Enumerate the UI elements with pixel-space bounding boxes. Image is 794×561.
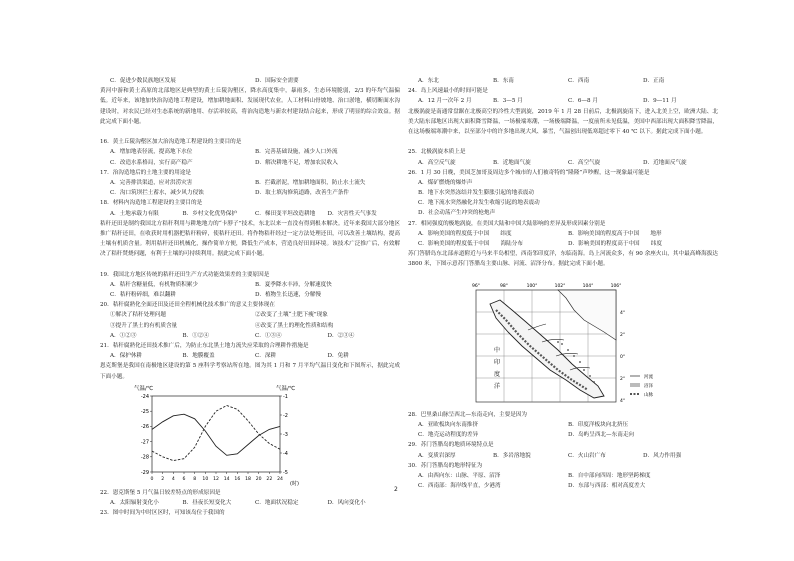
q20-option-d[interactable]: D．②③④ (327, 332, 355, 339)
question-21: 21．秸秆腐熟化还田技术推广后，为防止东北黑土地力流失应采取的合理耕作措施是 (100, 343, 309, 349)
q19-option-c[interactable]: C．秸秆粉碎细，难以翻耕 (110, 292, 176, 299)
region-label: 洋 (494, 382, 501, 390)
x-tick-label: 14 (223, 476, 230, 482)
x-tick-label: 12 (213, 476, 219, 482)
option-d[interactable]: D．国际安全需要 (255, 78, 299, 84)
q22-option-a[interactable]: A．太阳辐射变化小 (110, 499, 159, 506)
map-legend (630, 373, 653, 398)
q24-option-c[interactable]: C．6—8 月 (568, 98, 598, 105)
question-23: 23．图中时间为中时区区时，可知该岛位于我国的 (100, 510, 225, 517)
x-tick-label: 0 (150, 476, 154, 482)
lat-label: 4° (620, 310, 626, 316)
q22-option-b[interactable]: B．昼夜长短变化大 (182, 499, 232, 506)
q18-option-b[interactable]: B．乡村文化优势保护 (182, 210, 237, 217)
q23-option-d[interactable]: D．正南 (643, 78, 665, 84)
malay-peninsula (558, 290, 616, 340)
question-16: 16．黄土丘陵沟壑区加大治沟造地工程建设的主要目的是 (100, 139, 242, 146)
passage-gully-land: 黄河中游和黄土高原的北部地区是典型的黄土丘陵沟壑区，降水高度集中，暴雨多，生态环境脆弱，2/3 的年均气温偏低。近年来，该地加快治沟造地工程建设，增加耕地面积、发展现代农业。人工材料山骨坡地、治口淤地，横切断面水沟建设时，对农民已经对生态系统的新地用、存活率较高，将治沟造地与新农村建设结合起来，形成了明显的综合效益。据此完成下面小题。 (100, 88, 400, 125)
q26-option-b[interactable]: B．地下水突然冻结并发生膨胀引起的地表震动 (418, 190, 534, 197)
q30-option-a[interactable]: A．由西向东：山脉、平原、沼泽 (418, 472, 501, 479)
lon-label: 102° (554, 283, 566, 289)
temperature-chart-svg (100, 382, 400, 488)
q23-option-a[interactable]: A．东北 (418, 78, 439, 84)
q20-option-b[interactable]: B．①②④ (182, 332, 209, 339)
lon-label: 106° (610, 283, 622, 289)
q20-statement-2: ②改变了土壤“土肥下瘦”现象 (255, 312, 328, 319)
legend-swamp: 沼泽 (644, 383, 653, 389)
q27-option-c[interactable]: C．影响美国的程度低于中国 海陆分布 (418, 241, 523, 248)
passage-straw: 秸秆还田是制约我国北方秸秆利用与耕地地力的“卡脖子”技术，东北以来一直没有得到根本解决。近年来我国大部分地区推广秸秆还田，在收获时用机器把秸秆粉碎，使秸秆还田。将作物秸秆经过一定方法处理还田，可以改善土壤结构，提高土壤有机质含量。利用秸秆还田机械化，操作简单方便，降低生产成本，营造良好田间环境。该技术广泛推广后，有效解决了秸秆焚烧问题，有利于土壤的可持续利用。据此完成下面小题。 (100, 220, 400, 258)
x-tick-label: 4 (171, 476, 175, 482)
right-column (408, 76, 718, 491)
question-18: 18．材料内沟造地工程建设的主要目的是 (100, 200, 203, 207)
q21-option-b[interactable]: B．地膜覆盖 (182, 353, 215, 360)
q17-option-d[interactable]: D．取土填沟修筑道路，改善生产条件 (255, 190, 349, 197)
q17-option-c[interactable]: C．沟口筑坝拦土蓄水，减少风力侵蚀 (110, 190, 204, 197)
x-tick-label: 24 (277, 476, 283, 482)
series-july-line (152, 414, 280, 455)
passage-polar-vortex: 北极涡旋是南通常盘踞在北极高空的冷性大型涡旋，2019 年 1 月 28 日前后，北极涡旋南下，进入北美上空，欧洲大陆、北美大陆东部地区出现大面积降雪降温，一场极端寒潮，一场极端降温，一度前所未见低温，美国中西部出现大面积降雪降温，在这场极端寒潮中来，以至部分中的许多地出现大风、暴雪，气温创出现低寒超过零下 40 ℃ 以下。据此完成下面小题。 (408, 108, 718, 135)
question-24: 24．岛上风速最小的时间可能是 (408, 88, 488, 95)
left-tick-label: -24 (140, 393, 149, 400)
lon-label: 104° (582, 283, 594, 289)
question-22: 22．恩克斯堡 5 月气温日较差特点的形成原因是 (100, 489, 221, 496)
q18-option-c[interactable]: C．梯田变平坦改造耕地 (255, 210, 316, 217)
sumatra-map (408, 280, 718, 410)
q19-option-b[interactable]: B．夏季降水丰沛，分解速度快 (255, 281, 332, 288)
lat-label: 0° (620, 354, 626, 360)
q26-option-c[interactable]: C．地下流水突然融化并发生收缩引起的地表震动 (418, 200, 540, 207)
q23-option-c[interactable]: C．西南 (568, 78, 590, 84)
q29-option-b[interactable]: B．多岩溶地貌 (493, 452, 531, 459)
question-20: 20．秸秆腐熟化全面还田及还田全程机械化技术推广的意义主要体现在 (100, 302, 275, 309)
x-tick-label: 16 (234, 476, 241, 482)
x-axis-unit: (时) (290, 480, 299, 487)
q25-option-b[interactable]: B．近地面气旋 (493, 159, 531, 166)
left-tick-label: -25 (140, 408, 149, 415)
left-tick-label: -26 (140, 423, 149, 430)
legend-mountain: 山脉 (644, 392, 653, 398)
left-tick-label: -28 (140, 454, 149, 461)
q27-option-a[interactable]: A．影响美国的程度低于中国 纬度 (418, 230, 512, 237)
q22-option-c[interactable]: C．地面状况稳定 (255, 499, 299, 506)
q16-option-a[interactable]: A．增加地表径流，提高地下水位 (110, 149, 193, 156)
question-25: 25．北极涡旋本质上是 (408, 149, 466, 156)
left-axis-label: 气温/℃ (134, 385, 154, 392)
lat-label: 2° (620, 332, 626, 338)
right-tick-label: -5 (283, 469, 288, 476)
q28-option-c[interactable]: C．地壳运动程度的差异 (418, 432, 479, 439)
q19-option-d[interactable]: D．植物生长迅速，分解慢 (255, 292, 322, 299)
right-tick-label: -3 (283, 431, 288, 438)
question-26: 26．1 月 30 日晚，美国芝加哥及周边多个城市的人们被奇特的“隆隆”声吵醒，这一现象最可能是 (408, 169, 650, 176)
option-row (100, 76, 400, 86)
region-label: 度 (494, 370, 501, 378)
q16-option-c[interactable]: C．改造水系格局，实行高产稳产 (110, 159, 193, 166)
lon-label: 96° (472, 283, 480, 289)
q27-option-b[interactable]: B．影响美国的程度高于中国 地形 (568, 230, 662, 237)
lon-label: 98° (500, 283, 508, 289)
q20-statement-3: ③提升了黑土的有机质含量 (110, 322, 178, 329)
question-19: 19．我国北方地区传统的秸秆还田生产方式功能效果差的主要原因是 (100, 271, 270, 278)
temperature-chart (100, 382, 400, 488)
q17-option-a[interactable]: A．完善排洪渠道，应对洪涝灾害 (110, 179, 193, 186)
x-tick-label: 20 (255, 476, 262, 482)
q28-option-a[interactable]: A．亚欧板块向东南推挤 (418, 422, 478, 429)
sumatra-map-svg (408, 280, 718, 410)
question-28: 28．巴里桑山脉呈西北—东南走向，主要是因为 (408, 411, 527, 418)
right-tick-label: -1 (283, 393, 288, 400)
passage-sumatra: 苏门答腊岛东北部赤道附近与马来半岛相望，西南邻印度洋，东临南海。岛上河流众多，有 90 余座火山，其中最高峰海拔达 3800 米，下图示意苏门答腊岛主要山脉、河流、沼泽分布。据此完成下面小题。 (408, 251, 718, 268)
q21-option-a[interactable]: A．保护休耕 (110, 353, 143, 360)
q20-option-a[interactable]: A．①②③ (110, 332, 137, 339)
region-label: 印 (494, 358, 501, 366)
q28-option-b[interactable]: B．印度洋板块向北挤压 (568, 422, 629, 429)
q24-option-a[interactable]: A．12 月一次年 2 月 (418, 98, 472, 105)
region-label: 中 (494, 346, 501, 354)
q25-option-a[interactable]: A．高空反气旋 (418, 159, 456, 166)
q29-option-c[interactable]: C．火山岩广布 (568, 452, 606, 459)
question-27: 27．相同强度的极地涡旋，在美国大陆和中国大陆影响的差异及形成因素分别是 (408, 220, 606, 227)
option-c[interactable]: C．促进少数民族地区发展 (110, 78, 176, 84)
q20-statement-4: ④改变了黑土的理化性质和结构 (255, 322, 334, 329)
x-tick-label: 22 (266, 476, 273, 482)
lat-label: 2° (620, 376, 626, 382)
page-number: 2 (394, 486, 398, 493)
q28-option-d[interactable]: D．岛屿呈西北—东南走向 (568, 432, 635, 439)
question-17: 17．治沟造地后的土地主要的用途是 (100, 169, 192, 176)
q22-option-d[interactable]: D．风向变化小 (327, 499, 366, 506)
q30-option-d[interactable]: D．东部与西部：相对高度差大 (568, 483, 646, 490)
x-tick-label: 2 (161, 476, 165, 482)
q25-option-c[interactable]: C．高空气旋 (568, 159, 601, 166)
q24-option-d[interactable]: D．9—11 月 (643, 98, 677, 105)
left-tick-label: -27 (140, 439, 149, 446)
question-30: 30．苏门答腊岛的地形特征为 (408, 462, 483, 469)
q17-option-b[interactable]: B．拦截淤泥，增加耕地面积，防止水土流失 (255, 179, 366, 186)
q21-option-d[interactable]: D．免耕 (327, 353, 349, 360)
left-column (100, 76, 400, 518)
q26-option-a[interactable]: A．煤矿燃烧的爆炸声 (418, 179, 473, 186)
right-tick-label: -2 (283, 412, 288, 419)
q26-option-d[interactable]: D．社会动荡产生冲突的枪炮声 (418, 210, 496, 217)
question-29: 29．苏门答腊岛的地质环境特点是 (408, 442, 494, 449)
lat-label: 4° (620, 398, 626, 404)
q18-option-a[interactable]: A．土地承载力有限 (110, 210, 159, 217)
q24-option-b[interactable]: B．3—5 月 (493, 98, 523, 105)
lon-label: 100° (526, 283, 538, 289)
x-tick-label: 6 (182, 476, 186, 482)
legend-swamp-symbol (630, 383, 640, 387)
q16-option-d[interactable]: D．解决耕地不足，增加农民收入 (255, 159, 338, 166)
q23-option-b[interactable]: B．东南 (493, 78, 514, 84)
right-tick-label: -4 (283, 450, 288, 457)
q29-option-d[interactable]: D．风力作用强 (643, 452, 682, 459)
x-tick-label: 10 (202, 476, 209, 482)
passage-antarctic: 恩克斯堡是我国在南极地区建设的第 5 座科学考察站所在地。图为其 1 月和 7 月平均气温日变化和下图所示，据此完成下面小题。 (100, 363, 400, 380)
x-tick-label: 8 (193, 476, 197, 482)
q21-option-c[interactable]: C．深耕 (255, 353, 277, 360)
series-january-line (152, 405, 280, 460)
x-tick-label: 18 (245, 476, 251, 482)
q29-option-a[interactable]: A．变质岩深厚 (418, 452, 456, 459)
q30-option-b[interactable]: B．自中部向四周：地形坚跨梯度 (568, 472, 651, 479)
q25-option-d[interactable]: D．近地面反气旋 (643, 159, 687, 166)
q19-option-a[interactable]: A．秸秆含糖量低，有机物质积累少 (110, 281, 198, 288)
q20-option-c[interactable]: C．①③④ (255, 332, 282, 339)
q30-option-c[interactable]: C．西南部：海岸线平直，少港湾 (418, 483, 501, 490)
left-tick-label: -29 (140, 469, 149, 476)
q27-option-d[interactable]: D．影响美国的程度高于中国 纬度 (568, 241, 662, 248)
q20-statement-1: ①解决了秸秆处理问题 (110, 312, 166, 319)
q16-option-b[interactable]: B．完善基础设施，减少人口外流 (255, 149, 338, 156)
right-axis-label: 气温/℃ (276, 385, 296, 392)
q18-option-d[interactable]: D．灾害性天气事发 (327, 210, 377, 217)
legend-river: 河流 (644, 374, 653, 380)
